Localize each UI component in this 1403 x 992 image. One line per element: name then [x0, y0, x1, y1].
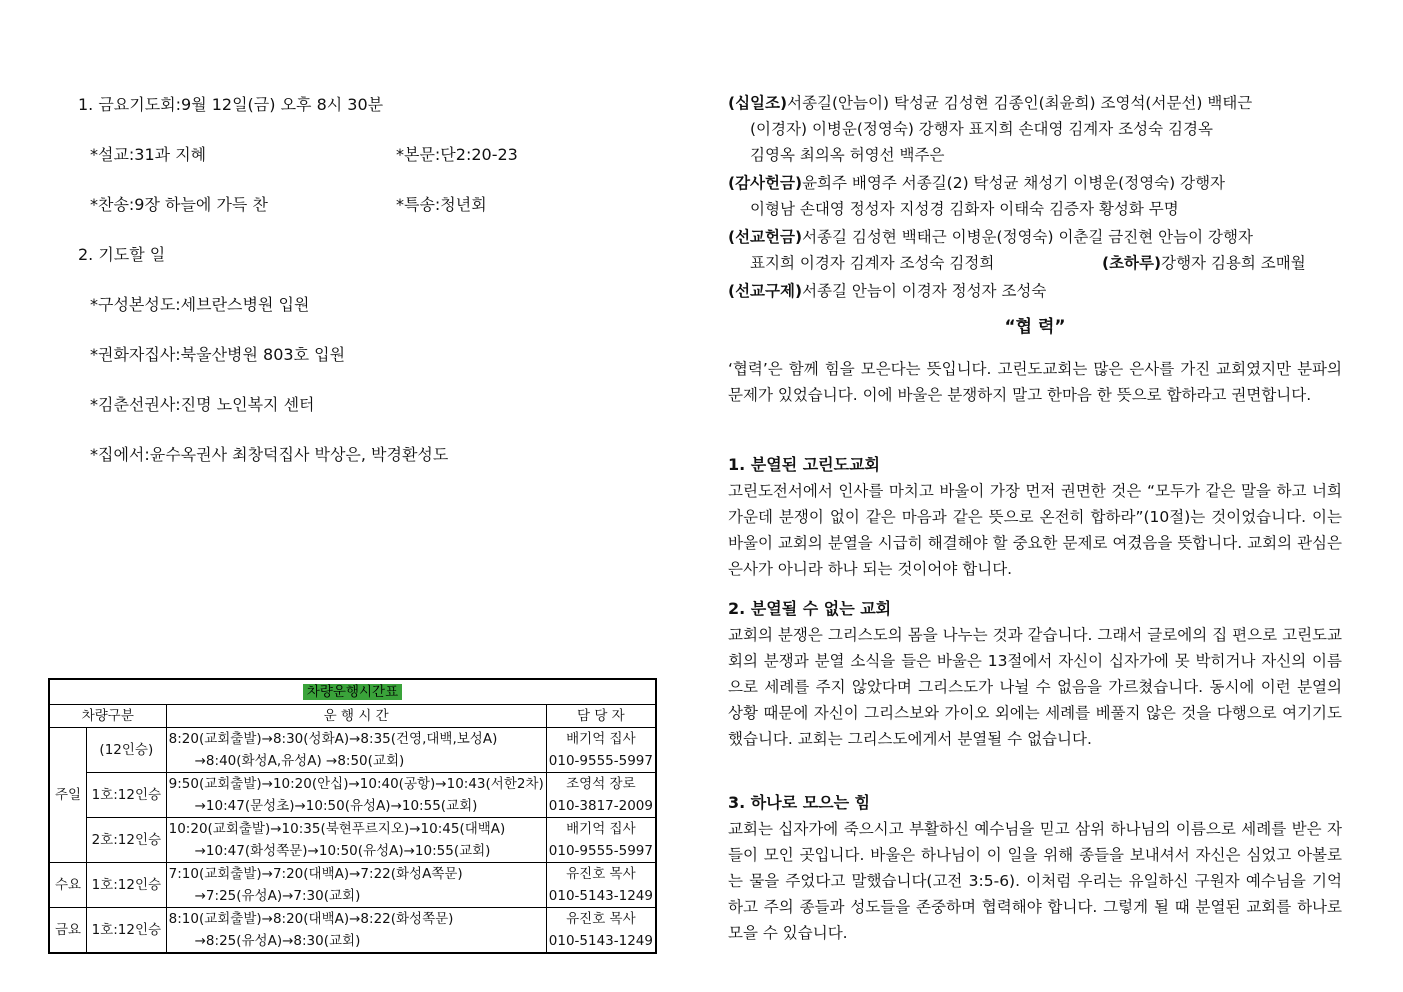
day-cell: 금요 [49, 908, 87, 954]
prayer-title: 2. 기도할 일 [78, 245, 166, 264]
phone-cell: 010-9555-5997 [546, 750, 656, 773]
day-cell: 수요 [49, 863, 87, 908]
manager-cell: 배기억 집사 [546, 818, 656, 841]
prayer-item: *김춘선권사:진명 노인복지 센터 [90, 395, 315, 414]
prayer-item: *구성본성도:세브란스병원 입원 [90, 295, 310, 314]
mission-names: 서종길 김성현 백태근 이병운(정영숙) 이춘길 금진현 안늠이 강행자 [802, 228, 1253, 246]
manager-cell: 조영석 장로 [546, 773, 656, 796]
thanks-line [728, 170, 1225, 196]
friday-prayer-line: 1. 금요기도회:9월 12일(금) 오후 8시 30분 [78, 95, 384, 114]
first-fruit-label: (초하루) [1102, 254, 1162, 272]
scripture-line: *본문:단2:20-23 [396, 145, 518, 164]
section-1-title: 1. 분열된 고린도교회 [728, 455, 880, 474]
thanks-label: (감사헌금) [728, 174, 803, 192]
phone-cell: 010-9555-5997 [546, 840, 656, 863]
mission-names-2: 표지희 이경자 김계자 조성숙 김정희 [750, 254, 995, 272]
route-cell: →8:25(유성A)→8:30(교회) [166, 930, 546, 953]
vehicle-cell: 1호:12인승 [87, 908, 167, 954]
prayer-item: *집에서:윤수옥권사 최창덕집사 박상은, 박경환성도 [90, 445, 449, 464]
article-title: “협 력” [1004, 317, 1066, 337]
phone-cell: 010-3817-2009 [546, 795, 656, 818]
tithe-line [728, 90, 1252, 116]
schedule-title: 차량운행시간표 [303, 684, 402, 700]
relief-label: (선교구제) [728, 282, 803, 300]
tithe-label: (십일조) [728, 94, 788, 112]
sermon-line: *설교:31과 지혜 [90, 145, 207, 164]
section-2-title: 2. 분열될 수 없는 교회 [728, 599, 892, 618]
route-cell: 8:10(교회출발)→8:20(대백A)→8:22(화성쪽문) [166, 908, 546, 931]
header-manager: 담 당 자 [546, 705, 656, 728]
section-3-title: 3. 하나로 모으는 힘 [728, 793, 871, 812]
section-2-body: 교회의 분쟁은 그리스도의 몸을 나누는 것과 같습니다. 그래서 글로에의 집 편으로 고린도교회의 분쟁과 분열 소식을 들은 바울은 13절에서 자신이 십자가에 못 박히거나 자신의 이름으로 세례를 주지 않았다며 그리스도가 나뉠 수 없음을 가르쳤습니다. 동시에 이런 분열의 상황 때문에 자신이 그리스보와 가이오 외에는 세례를 베풀지 않은 것을 다행으로 여기기도 했습니다. 교회는 그리스도에게서 분열될 수 없습니다. [728, 626, 1342, 748]
header-vehicle: 차량구분 [49, 705, 166, 728]
route-cell: 10:20(교회출발)→10:35(북현푸르지오)→10:45(대백A) [166, 818, 546, 841]
table-row [49, 728, 656, 751]
table-row [49, 818, 656, 841]
mission-label: (선교헌금) [728, 228, 803, 246]
vehicle-cell: (12인승) [87, 728, 167, 773]
tithe-names: 서종길(안늠이) 탁성균 김성현 김종인(최윤희) 조영석(서문선) 백태근 [787, 94, 1253, 112]
section-1-body: 고린도전서에서 인사를 마치고 바울이 가장 먼저 권면한 것은 “모두가 같은 말을 하고 너희 가운데 분쟁이 없이 같은 마음과 같은 뜻으로 온전히 합하라”(10절)는 것이었습니다. 이는 바울이 교회의 분열을 시급히 해결해야 할 중요한 문제로 여겼음을 뜻합니다. 교회의 관심은 은사가 아니라 하나 되는 것이어야 합니다. [728, 482, 1342, 578]
tithe-names-2: (이경자) 이병운(정영숙) 강행자 표지희 손대영 김계자 조성숙 김경옥 [750, 120, 1213, 138]
hymn-line: *찬송:9장 하늘에 가득 찬 [90, 195, 268, 214]
mission-line [728, 224, 1253, 250]
vehicle-cell: 2호:12인승 [87, 818, 167, 863]
special-song-line: *특송:청년회 [396, 195, 487, 214]
table-row [49, 908, 656, 931]
prayer-item: *권화자집사:북울산병원 803호 입원 [90, 345, 346, 364]
manager-cell: 유진호 목사 [546, 863, 656, 886]
table-row [49, 863, 656, 886]
relief-line [728, 278, 1046, 304]
relief-names: 서종길 안늠이 이경자 정성자 조성숙 [802, 282, 1047, 300]
vehicle-schedule-table [48, 678, 657, 954]
schedule-title-cell [49, 679, 656, 705]
table-row [49, 773, 656, 796]
route-cell: →8:40(화성A,유성A) →8:50(교회) [166, 750, 546, 773]
manager-cell: 유진호 목사 [546, 908, 656, 931]
route-cell: 9:50(교회출발)→10:20(안십)→10:40(공항)→10:43(서한2차) [166, 773, 546, 796]
day-cell: 주일 [49, 728, 87, 863]
first-fruit-line [1102, 250, 1306, 276]
route-cell: →10:47(화성쪽문)→10:50(유성A)→10:55(교회) [166, 840, 546, 863]
thanks-names: 윤희주 배영주 서종길(2) 탁성균 채성기 이병운(정영숙) 강행자 [802, 174, 1226, 192]
tithe-names-3: 김영옥 최의옥 허영선 백주은 [750, 146, 945, 164]
route-cell: →7:25(유성A)→7:30(교회) [166, 885, 546, 908]
article-intro: ‘협력’은 함께 힘을 모은다는 뜻입니다. 고린도교회는 많은 은사를 가진 교회였지만 분파의 문제가 있었습니다. 이에 바울은 분쟁하지 말고 한마음 한 뜻으로 합하라고 권면합니다. [728, 360, 1342, 404]
header-time: 운 행 시 간 [166, 705, 546, 728]
vehicle-cell: 1호:12인승 [87, 773, 167, 818]
vehicle-cell: 1호:12인승 [87, 863, 167, 908]
first-fruit-names: 강행자 김용희 조매월 [1161, 254, 1306, 272]
thanks-names-2: 이형남 손대영 정성자 지성경 김화자 이태숙 김증자 황성화 무명 [750, 200, 1179, 218]
route-cell: 8:20(교회출발)→8:30(성화A)→8:35(건영,대백,보성A) [166, 728, 546, 751]
section-3-body: 교회는 십자가에 죽으시고 부활하신 예수님을 믿고 삼위 하나님의 이름으로 세례를 받은 자들이 모인 곳입니다. 바울은 하나님이 이 일을 위해 종들을 보내셔서 자신은 심었고 아볼로는 물을 주었다고 말했습니다(고전 3:5-6). 이처럼 우리는 유일하신 구원자 예수님을 기억하고 주의 종들과 성도들을 존중하며 협력해야 합니다. 그렇게 될 때 분열된 교회를 하나로 모을 수 있습니다. [728, 820, 1342, 942]
phone-cell: 010-5143-1249 [546, 885, 656, 908]
phone-cell: 010-5143-1249 [546, 930, 656, 953]
route-cell: →10:47(문성초)→10:50(유성A)→10:55(교회) [166, 795, 546, 818]
route-cell: 7:10(교회출발)→7:20(대백A)→7:22(화성A쪽문) [166, 863, 546, 886]
manager-cell: 배기억 집사 [546, 728, 656, 751]
